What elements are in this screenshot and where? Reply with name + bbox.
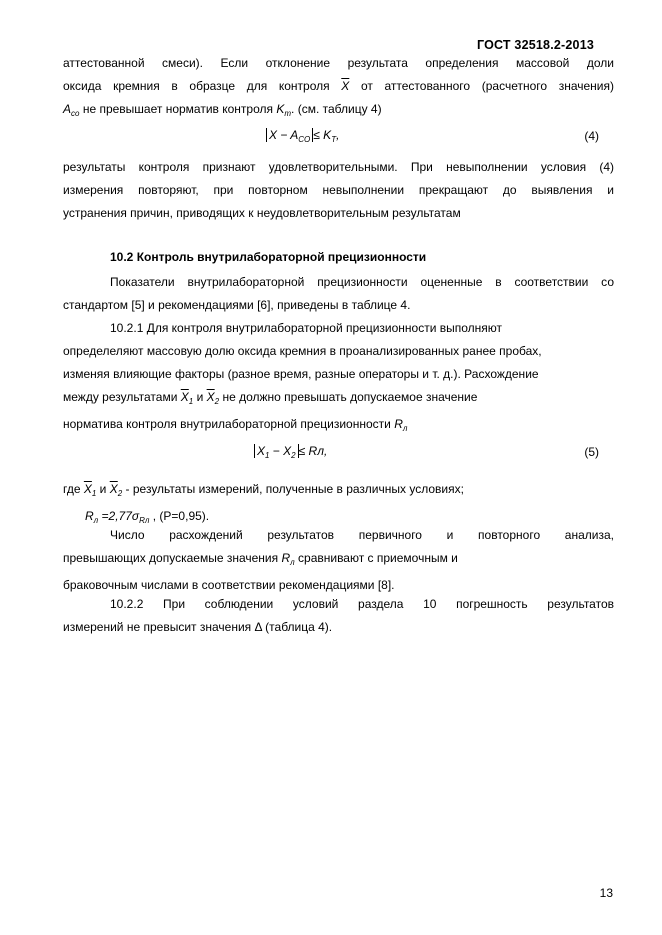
- page-number: 13: [599, 886, 613, 900]
- paragraph-6: Число расхождений результатов первичного и повторного анализа, превышающих допускаемые значения $R_л$ сравнивают с приемочным и браковочным числами в соответствии рекомендациями [8].: [63, 528, 614, 592]
- section-heading: 10.2 Контроль внутрилабораторной прецизионности: [110, 250, 427, 264]
- paragraph-7: 10.2.2 При соблюдении условий раздела 10 погрешность результатов измерений не превысит значения Δ (таблица 4).: [63, 597, 614, 634]
- mean-x-symbol: $\overline{X}$: [341, 79, 350, 93]
- formula-5: $X_1 - X_2$ ≤ Rл,: [254, 444, 327, 460]
- paragraph-1: [63, 52, 614, 125]
- p4-line-5: норматива контроля внутрилабораторной прецизионности $R_л$: [63, 417, 408, 433]
- p1-line-1: аттестованной смеси). Если отклонение результата определения массовой доли: [63, 56, 614, 70]
- paragraph-2: результаты контроля признают удовлетворительными. При невыполнении условия (4) измерения повторяют, при повторном невыполнении прекращают до выявления и устранения причин, приводящих к неудовлетворительным результатам: [63, 160, 614, 220]
- p1-line-3: $A_{со}$ не превышает норматив контроля $K_т$. (см. таблицу 4): [63, 102, 382, 118]
- equation-number-4: (4): [584, 129, 599, 143]
- equation-number-5: (5): [584, 445, 599, 459]
- p4-line-4: между результатами $\overline{X}_1$ и $\overline{X}_2$ не должно превышать допускаемое значение: [63, 390, 478, 406]
- paragraph-5: где $\overline{X}_1$ и $\overline{X}_2$ - результаты измерений, полученные в различных условиях; $R_л =2,77\sigma_{Rл}$ , (P=0,95).: [63, 482, 464, 525]
- paragraph-4: 10.2.1 Для контроля внутрилабораторной прецизионности выполняют определеляют массовую долю оксида кремния в проанализированных ранее пробах, изменяя влияющие факторы (разное время, разные операторы и т. д.). Расхождение между результатами $\overline{X}_1$ и $\overline{X}_2$ не должно превышать допускаемое значение норматива контроля внутрилабораторной прецизионности $R_л$: [63, 317, 614, 440]
- p1-line-2: оксида кремния в образце для контроля $\overline{X}$ от аттестованного (расчетного значения): [63, 79, 614, 93]
- formula-4: $X - A_{CO} \le K_T$,: [266, 128, 339, 144]
- paragraph-3: Показатели внутрилабораторной прецизионности оцененные в соответствии со стандартом [5] и рекомендациями [6], приведены в таблице 4.: [63, 275, 614, 312]
- document-id-header: ГОСТ 32518.2-2013: [476, 38, 594, 52]
